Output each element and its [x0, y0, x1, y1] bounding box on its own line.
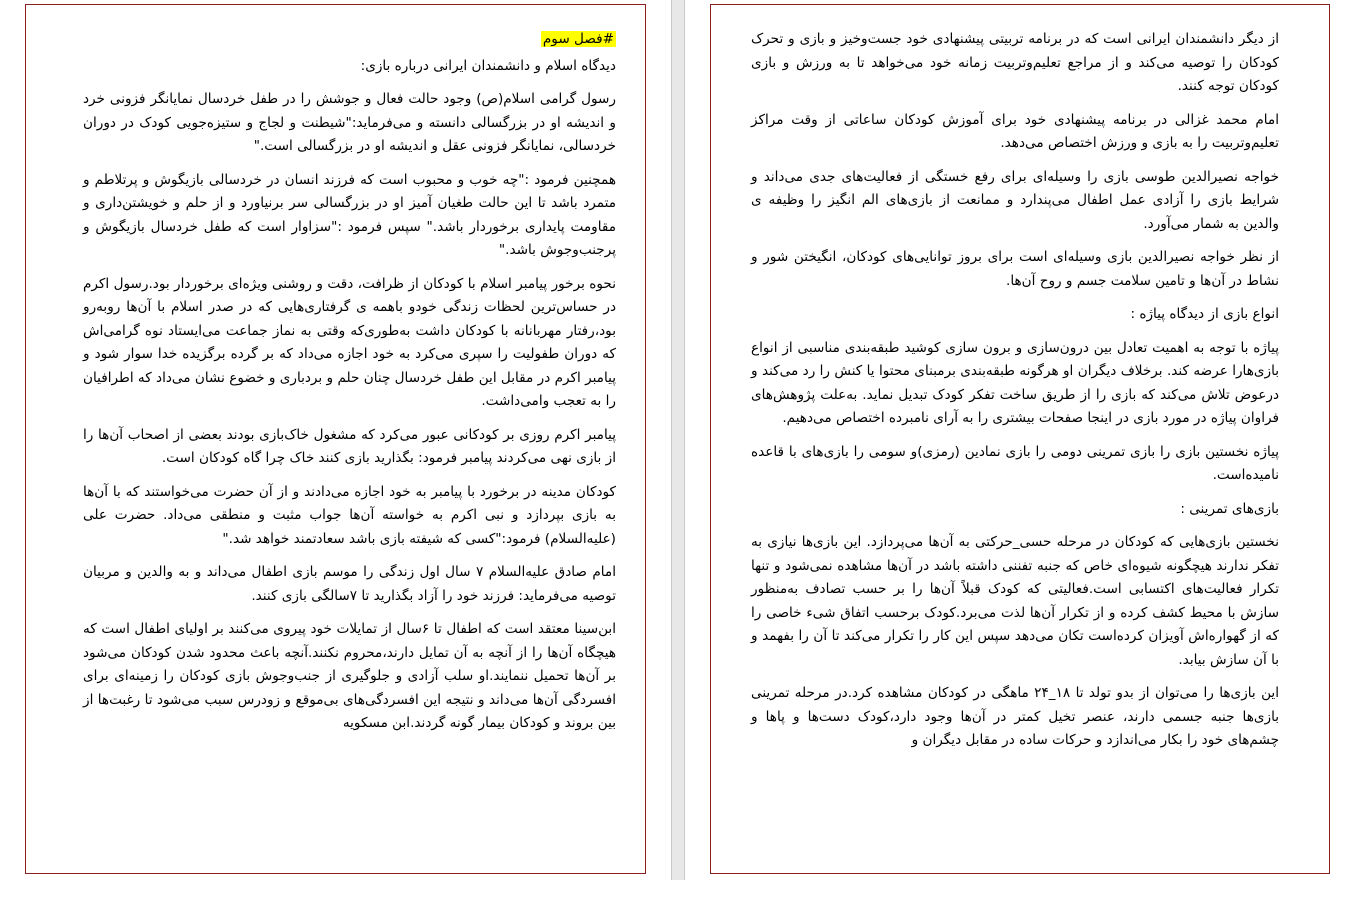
paragraph: امام صادق علیه‌السلام ۷ سال اول زندگی را موسم بازی اطفال می‌داند و به والدین و مربیان توصیه می‌فرماید: فرزند خود را آزاد بگذارید تا ۷سالگی بازی کنند. [83, 564, 616, 604]
chapter-heading-highlight: #فصل سوم [542, 31, 614, 47]
page-text-left [83, 28, 616, 746]
paragraph: خواجه نصیرالدین طوسی بازی را وسیله‌ای برای رفع خستگی از فعالیت‌های جدی می‌داند و شرایط بازی را آزادی عمل اطفال می‌پندارد و ممانعت از بازی‌های الم انگیز را وظیفه ی والدین به شمار می‌آورد. [751, 168, 1279, 232]
paragraph: پیاژه نخستین بازی را بازی تمرینی دومی را بازی نمادین (رمزی)و سومی را بازی‌های با قاعده نامیده‌است. [751, 443, 1279, 483]
page-text-right [751, 28, 1279, 763]
paragraph: از نظر خواجه نصیرالدین بازی وسیله‌ای است برای بروز توانایی‌های کودکان، انگیختن شور و نشاط در آن‌ها و تامین سلامت جسم و روح آن‌ها. [751, 249, 1279, 289]
chapter-heading [83, 28, 616, 52]
paragraph: کودکان مدینه در برخورد با پیامبر به خود اجازه می‌دادند و از آن حضرت می‌خواستند که با آن‌ها به بازی بپردازد و نبی اکرم به خواسته آن‌ها جواب مثبت و منطقی می‌داد. حضرت علی (علیه‌السلام) فرمود:"کسی که شیفته بازی باشد سعادتمند خواهد شد." [83, 483, 616, 547]
document-page-right [710, 4, 1330, 874]
page-gutter [671, 0, 685, 903]
paragraph: ابن‌سینا معتقد است که اطفال تا ۶سال از تمایلات خود پیروی می‌کنند بر اولیای اطفال است که هیچگاه آن‌ها را از آنچه به آن تمایل دارند،محروم نکنند.آنچه باعث محدود شدن کودکان می‌شود بر آن‌ها تحمیل ننمایند.او سلب آزادی و جلوگیری از جنب‌وجوش بازی کودکان را زمینه‌ای برای افسردگی آن‌ها می‌داند و نتیجه این افسردگی‌های بی‌موقع و زودرس سبب می‌شود تا رغبت‌ها از بین بروند و کودکان بیمار گونه گردند.ابن مسکویه [83, 621, 616, 731]
paragraph: نخستین بازی‌هایی که کودکان در مرحله حسی_حرکتی به آن‌ها می‌پردازد. این بازی‌ها نیازی به تفکر ندارند هیچگونه شیوه‌ای خاص که جنبه تفننی داشته باشد در آن‌ها مشاهده نمی‌شود و تنها تکرار فعالیت‌های اکتسابی است.فعالیتی که کودک قبلاً آن‌ها را بر حسب تصادف به‌منظور سازش با محیط کشف کرده و از تکرار آن‌ها لذت می‌برد.کودک برحسب اتفاق شیء خاصی را که از گهواره‌اش آویزان کرده‌است تکان می‌دهد سپس این کار را تکرار می‌کند تا آن را بفهمد و با آن سازش بیابد. [751, 534, 1279, 668]
section-title: انواع بازی از دیدگاه پیاژه : [1130, 306, 1279, 322]
section-heading: دیدگاه اسلام و دانشمندان ایرانی درباره بازی: [360, 57, 616, 74]
paragraph: از دیگر دانشمندان ایرانی است که در برنامه تربیتی پیشنهادی خود جست‌وخیز و بازی و تحرک کودکان را توصیه می‌کند و از مراجع تعلیم‌وتربیت زمانه خود می‌خواهد تا به ورزش و بازی کودکان توجه کنند. [751, 31, 1279, 94]
viewport-bottom [0, 880, 1362, 903]
paragraph: نحوه برخور پیامبر اسلام با کودکان از ظرافت، دقت و روشنی ویژه‌ای برخوردار بود.رسول اکرم در حساس‌ترین لحظات زندگی خودو باهمه ی گرفتاری‌هایی که در صدر اسلام با آن‌ها روبه‌رو بود،رفتار مهربانانه با کودکان داشت به‌طوری‌که وقتی به نماز جماعت می‌ایستاد نوه گرامی‌اش که دوران طفولیت را سپری می‌کرد به خود اجازه می‌داد که بر گرده برگزیده خدا سوار شود و پیامبر اکرم در مقابل این طفل خردسال چنان حلم و بردباری و خضوع نشان می‌داد که اطرافیان را به تعجب وامی‌داشت. [83, 275, 616, 409]
paragraph: امام محمد غزالی در برنامه پیشنهادی خود برای آموزش کودکان ساعاتی از وقت مراکز تعلیم‌وتربیت را به بازی و ورزش اختصاص می‌دهد. [751, 111, 1279, 151]
document-page-left [25, 4, 646, 874]
subsection-title: بازی‌های تمرینی : [1180, 500, 1279, 517]
paragraph: همچنین فرمود :"چه خوب و محبوب است که فرزند انسان در خردسالی بازیگوش و پرتلاطم و متمرد باشد تا این حالت طغیان آمیز او در بزرگسالی سر برنیاورد و از حلم و خویشتن‌داری و مقاومت پایداری برخوردار باشد." سپس فرمود :"سزاوار است که طفل خردسال بازیگوش و پرجنب‌وجوش باشد." [83, 171, 616, 258]
paragraph: رسول گرامی اسلام(ص) وجود حالت فعال و جوشش را در طفل خردسال نمایانگر فزونی خرد و اندیشه او در بزرگسالی دانسته و می‌فرماید:"شیطنت و لجاج و ستیزه‌جویی کودک در دوران خردسالی، نمایانگر فزونی عقل و اندیشه او در بزرگسالی است." [83, 91, 616, 154]
paragraph: پیامبر اکرم روزی بر کودکانی عبور می‌کرد که مشغول خاک‌بازی بودند بعضی از اصحاب آن‌ها را از بازی نهی می‌کردند پیامبر فرمود: بگذارید بازی کنند خاک چرا گاه کودکان است. [83, 426, 616, 466]
paragraph: پیاژه با توجه به اهمیت تعادل بین درون‌سازی و برون سازی کوشید طبقه‌بندی مناسبی از انواع بازی‌هارا عرضه کند. برخلاف دیگران او هرگونه طبقه‌بندی برمبنای محتوا یا کنش را رد می‌کند و درعوض تلاش می‌کند که بازی را از طریق ساخت تفکر کودک تبدیل نماید. به‌علت پژوهش‌های فراوان پیاژه در مورد بازی در اینجا صفحات بیشتری را به آرای نامبرده اختصاص می‌دهیم. [751, 339, 1279, 426]
paragraph: این بازی‌ها را می‌توان از بدو تولد تا ۱۸_۲۴ ماهگی در کودکان مشاهده کرد.در مرحله تمرینی بازی‌ها جنبه جسمی دارند، عنصر تخیل کمتر در آن‌ها وجود دارد،کودک دست‌ها و پاها و چشم‌های خود را بکار می‌اندازد و حرکات ساده در مقابل دیگران و [751, 685, 1279, 748]
